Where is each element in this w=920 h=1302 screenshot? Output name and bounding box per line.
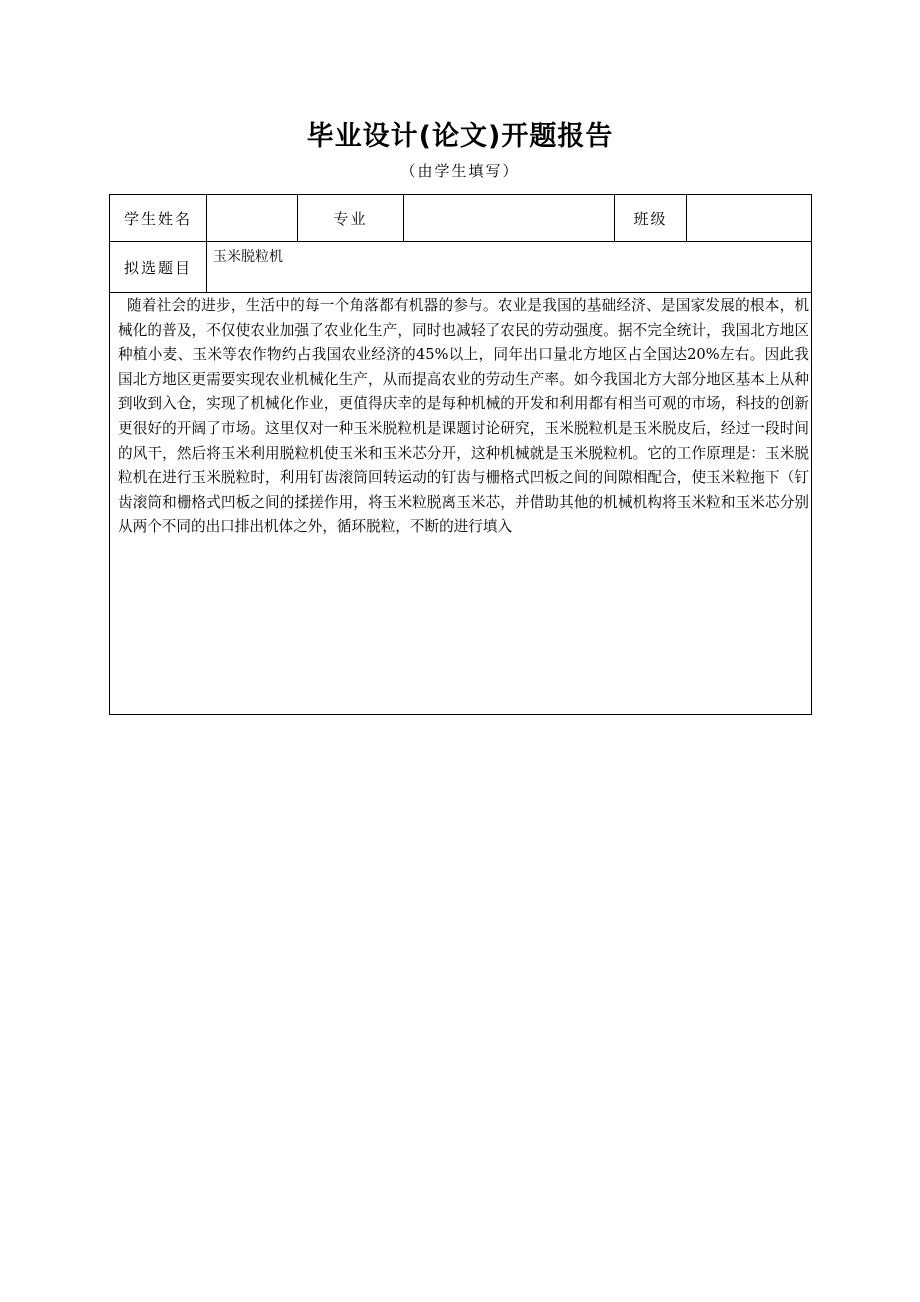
report-body-text: 随着社会的进步，生活中的每一个角落都有机器的参与。农业是我国的基础经济、是国家发展的根本，机械化的普及，不仅使农业加强了农业化生产，同时也减轻了农民的劳动强度。据不完全统计，我国北方地区种植小麦、玉米等农作物约占我国农业经济的45%以上，同年出口量北方地区占全国达20%左右。因此我国北方地区更需要实现农业机械化生产，从而提高农业的劳动生产率。如今我国北方大部分地区基本上从种到收到入仓，实现了机械化作业，更值得庆幸的是每种机械的开发和利用都有相当可观的市场，科技的创新更很好的开阔了市场。这里仅对一种玉米脱粒机是课题讨论研究，玉米脱粒机是玉米脱皮后，经过一段时间的风干，然后将玉米利用脱粒机使玉米和玉米芯分开，这种机械就是玉米脱粒机。它的工作原理是：玉米脱粒机在进行玉米脱粒时，利用钉齿滚筒回转运动的钉齿与栅格式凹板之间的间隙相配合，使玉米粒拖下（钉齿滚筒和栅格式凹板之间的揉搓作用，将玉米粒脱离玉米芯，并借助其他的机械机构将玉米粒和玉米芯分别从两个不同的出口排出机体之外，循环脱粒，不断的进行填入 [118,297,809,536]
body-row [110,293,812,715]
major-label: 专业 [298,195,404,242]
student-info-row [110,195,812,242]
class-field[interactable] [687,195,812,242]
document-subtitle: （由学生填写） [400,162,520,180]
document-title: 毕业设计(论文)开题报告 [306,121,614,152]
topic-field[interactable]: 玉米脱粒机 [207,242,812,293]
major-field[interactable] [404,195,615,242]
report-form-table [109,194,812,715]
topic-row [110,242,812,293]
topic-label: 拟选题目 [110,242,207,293]
class-label: 班级 [615,195,687,242]
report-body-cell [110,293,812,715]
student-name-label: 学生姓名 [110,195,207,242]
student-name-field[interactable] [207,195,298,242]
